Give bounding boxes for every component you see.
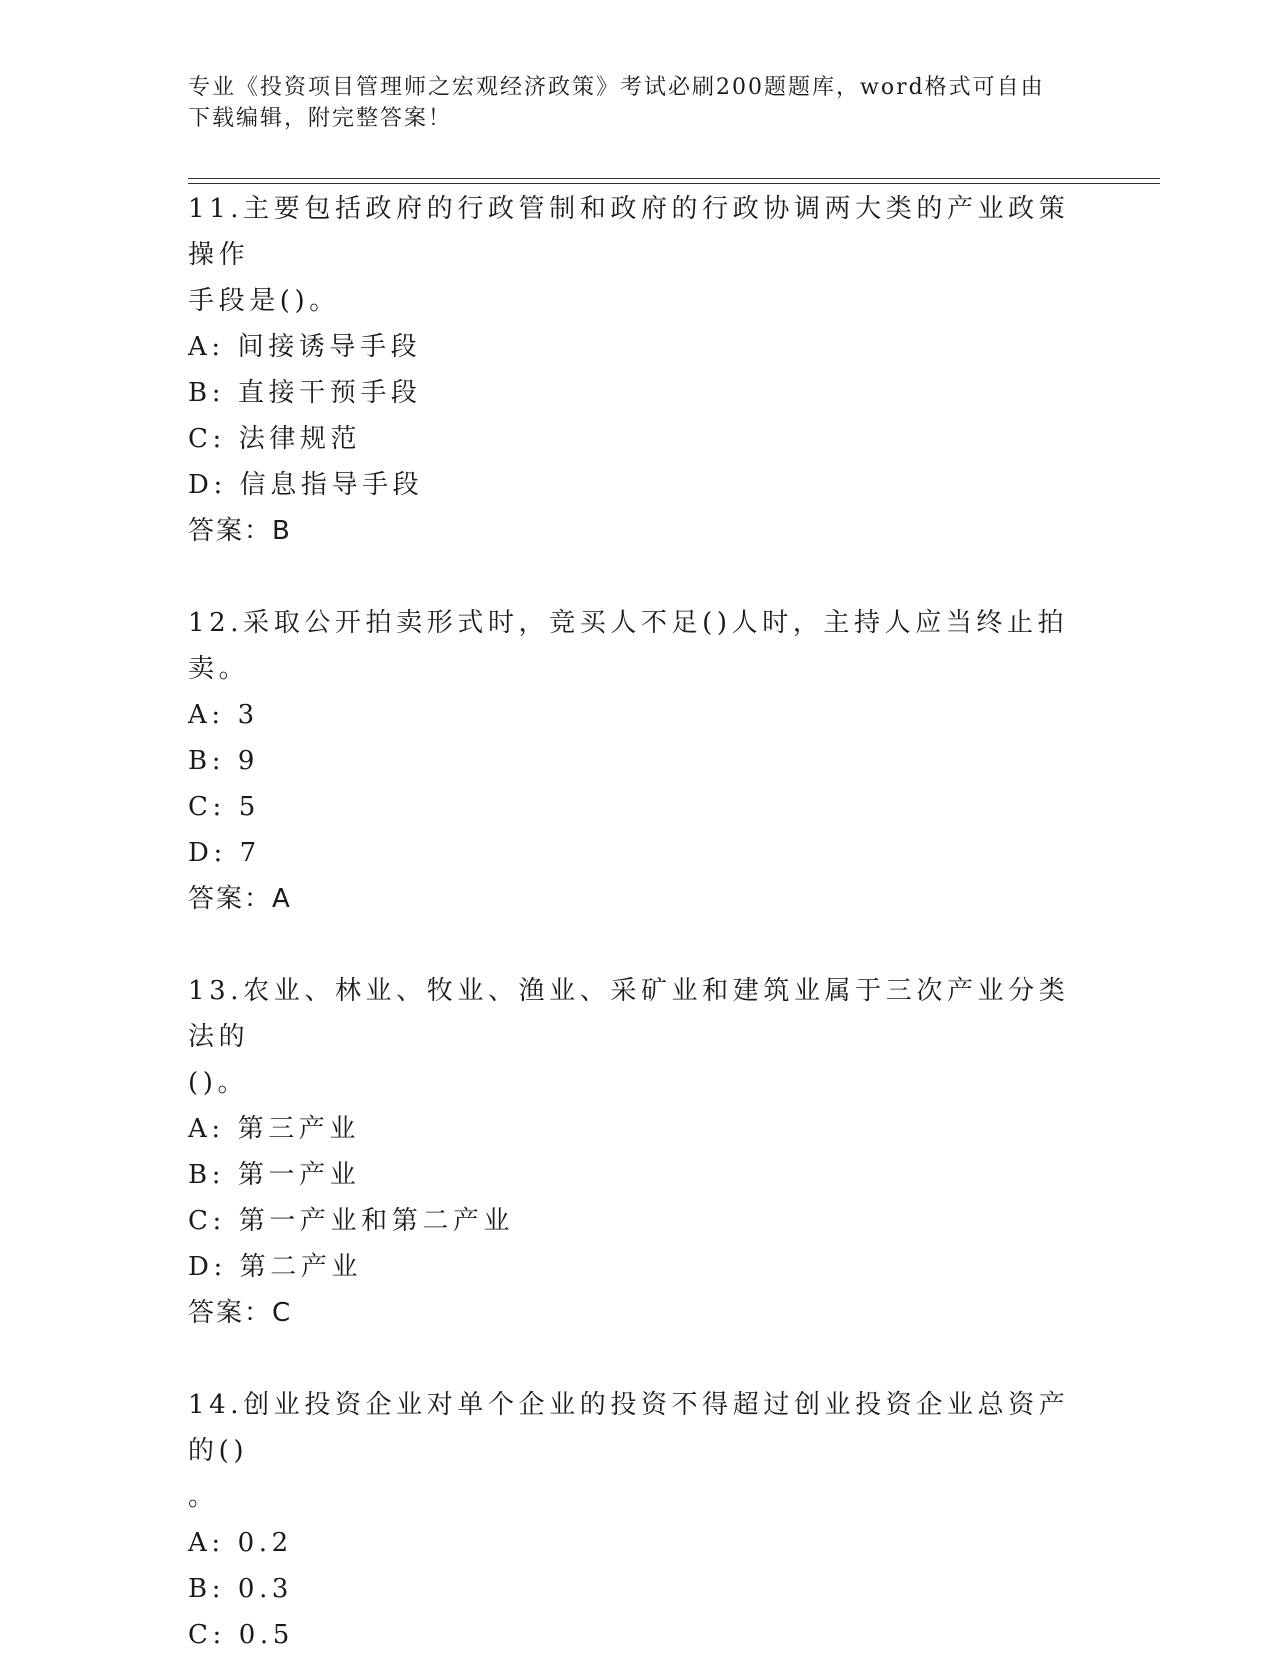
header-line-2: 下载编辑，附完整答案！ [188, 106, 453, 131]
option-d: D: 信息指导手段 [188, 470, 424, 500]
answer-line: 答案：C [188, 1298, 293, 1328]
option-b: B: 第一产业 [188, 1160, 361, 1190]
option-d: D: 7 [188, 838, 261, 868]
answer-line: 答案：B [188, 516, 292, 546]
option-d: D: 第二产业 [188, 1252, 363, 1282]
question-stem-line: 13.农业、林业、牧业、渔业、采矿业和建筑业属于三次产业分类法的 [188, 976, 1070, 1052]
option-a: A: 3 [188, 700, 259, 730]
header-divider-top [188, 178, 1160, 179]
header-line-1: 专业《投资项目管理师之宏观经济政策》考试必刷200题题库，word格式可自由 [188, 75, 1045, 100]
question-stem-line: 14.创业投资企业对单个企业的投资不得超过创业投资企业总资产的() [188, 1390, 1070, 1466]
header-divider-bottom [188, 183, 1160, 184]
option-a: A: 0.2 [188, 1528, 293, 1558]
question-11 [188, 186, 1088, 554]
option-b: B: 0.3 [188, 1574, 294, 1604]
option-c: C: 第一产业和第二产业 [188, 1206, 515, 1236]
option-a: A: 第三产业 [188, 1114, 361, 1144]
question-stem-line: 手段是()。 [188, 286, 340, 316]
question-12 [188, 600, 1088, 922]
option-b: B: 直接干预手段 [188, 378, 422, 408]
question-14 [188, 1382, 1088, 1658]
option-b: B: 9 [188, 746, 260, 776]
answer-line: 答案：A [188, 884, 292, 914]
option-c: C: 5 [188, 792, 260, 822]
option-c: C: 法律规范 [188, 424, 362, 454]
question-stem-line: 11.主要包括政府的行政管制和政府的行政协调两大类的产业政策操作 [188, 194, 1070, 270]
question-13 [188, 968, 1088, 1336]
document-header [188, 72, 1088, 134]
option-a: A: 间接诱导手段 [188, 332, 422, 362]
question-list [188, 186, 1088, 1658]
question-stem-line: ()。 [188, 1068, 249, 1098]
option-c: C: 0.5 [188, 1620, 294, 1650]
question-stem-line: 。 [188, 1482, 219, 1512]
question-stem-line: 12.采取公开拍卖形式时，竞买人不足()人时，主持人应当终止拍卖。 [188, 608, 1069, 684]
